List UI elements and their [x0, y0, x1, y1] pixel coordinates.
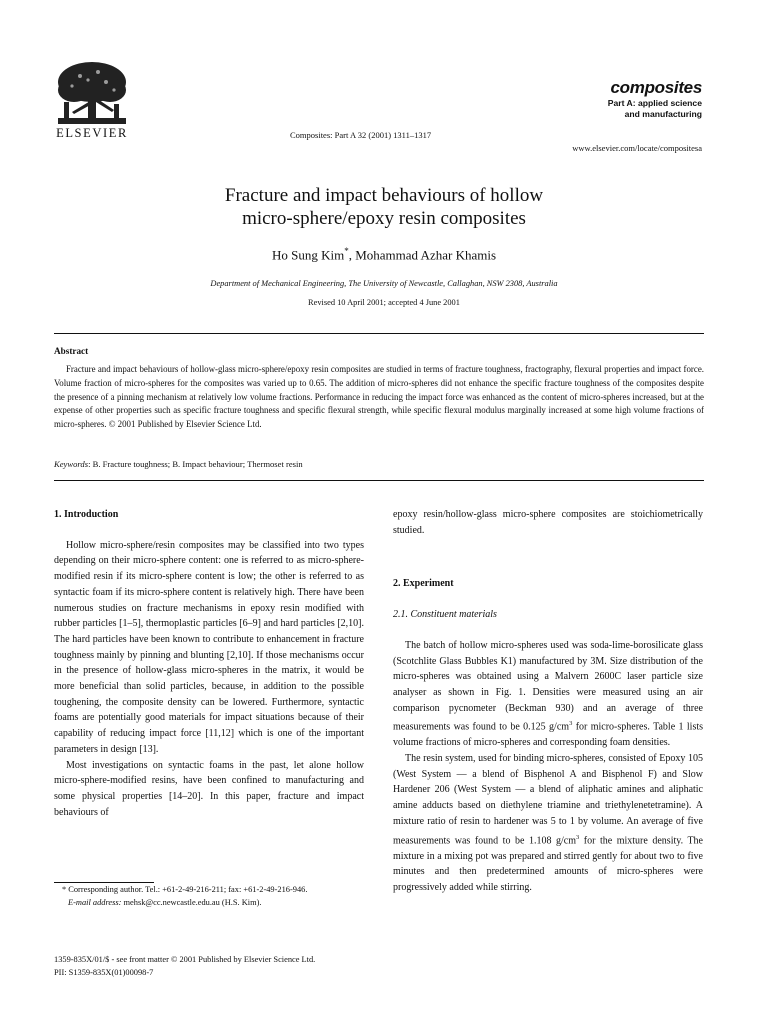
- article-title-line-2: micro-sphere/epoxy resin composites: [242, 208, 526, 229]
- article-authors: [0, 246, 768, 263]
- corresponding-author-mark: *: [344, 246, 349, 256]
- front-matter-copyright: 1359-835X/01/$ - see front matter © 2001 Published by Elsevier Science Ltd.: [54, 955, 316, 964]
- journal-brand-subtitle-2: and manufacturing: [624, 109, 702, 119]
- keywords-label: Keywords: [54, 459, 89, 469]
- abstract-heading: Abstract: [54, 346, 89, 356]
- journal-brand: [608, 78, 702, 120]
- materials-paragraph-1-b: for micro-spheres. Table 1 lists volume fractions of micro-spheres and corresponding foam densities.: [393, 721, 704, 749]
- author-1: Ho Sung Kim: [271, 247, 345, 263]
- intro-paragraph-2: Most investigations on syntactic foams in the past, let alone hollow micro-sphere-modified resins, have been confined to manufacturing and some physical properties [14–20]. In this paper, fracture and impact behaviours of: [54, 759, 364, 818]
- article-title: [0, 184, 768, 230]
- materials-paragraph-2: [393, 751, 703, 896]
- article-title-line-1: Fracture and impact behaviours of hollow: [224, 185, 544, 206]
- top-divider: [54, 333, 704, 334]
- front-matter-info: [54, 954, 315, 979]
- section-1-heading: 1. Introduction: [54, 509, 119, 520]
- publisher-name: ELSEVIER: [56, 126, 128, 140]
- materials-paragraph-2-b: for the mixture density. The mixture in a mixing pot was prepared and stirred gently for about two to five minutes and then predetermined amounts of micro-spheres were progressively added while stirring.: [393, 834, 703, 894]
- journal-reference: Composites: Part A 32 (2001) 1311–1317: [290, 130, 432, 140]
- unit-superscript: 3: [576, 833, 580, 841]
- footnote-divider: [54, 882, 154, 883]
- journal-brand-name: composites: [610, 78, 702, 97]
- left-column: [54, 507, 364, 820]
- footnote-email-label: E-mail address:: [68, 897, 122, 907]
- materials-paragraph-1-a: The batch of hollow micro-spheres used was soda-lime-borosilicate glass (Scotchlite Glass Bubbles K1) manufactured by 3M. Size distribution of the micro-spheres was obtained using a Malvern 2600C laser particle size analyser as shown in Fig. 1. Densities were measured using an air comparison pycnometer (Beckman 930) and an average of three measurements was found to be 0.125 g/cm: [393, 639, 703, 733]
- keywords: [54, 459, 303, 469]
- intro-paragraph-continued: epoxy resin/hollow-glass micro-sphere composites are stoichiometrically studied.: [393, 509, 703, 536]
- abstract-text: Fracture and impact behaviours of hollow-glass micro-sphere/epoxy resin composites are studied in terms of fracture toughness, fractography, flexural properties and impact force. Volume fraction of micro-spheres for the composites was varied up to 0.65. The addition of micro-spheres did not enhance the specific fracture toughness of the composites despite the presence of a pinning mechanism at relatively low volume fractions. Performance in reducing the impact force was enhanced as the content of micro-spheres increased, but at the expense of other properties such as specific fracture toughness and specific flexural strength, while specific flexural modulus marginally increased at some high volume fractions of micro-spheres. © 2001 Published by Elsevier Science Ltd.: [54, 364, 704, 430]
- materials-paragraph-2-a: The resin system, used for binding micro-spheres, consisted of Epoxy 105 (West System — a blend of Bisphenol A and Bisphenol F) and Slow Hardener 206 (West System — a blend of aliphatic amines and aliphatic amine adducts based on diethylene triamine and triethylenetetramine). A mixture ratio of resin to hardener was 5 to 1 by volume. An average of five measurements was found to be 1.108 g/cm: [393, 753, 703, 846]
- section-2-heading: 2. Experiment: [393, 578, 454, 590]
- author-2: , Mohammad Azhar Khamis: [348, 247, 497, 263]
- footnote-email-address[interactable]: mehsk@cc.newcastle.edu.au (H.S. Kim).: [121, 897, 262, 907]
- author-affiliation: Department of Mechanical Engineering, The University of Newcastle, Callaghan, NSW 2308, Australia: [210, 279, 558, 288]
- right-column: [393, 507, 703, 896]
- footnote-email: [54, 897, 364, 910]
- footnote-contact: * Corresponding author. Tel.: +61-2-49-216-211; fax: +61-2-49-216-946.: [62, 885, 308, 894]
- materials-paragraph-1: [393, 638, 703, 751]
- keywords-list: : B. Fracture toughness; B. Impact behaviour; Thermoset resin: [88, 459, 303, 469]
- unit-superscript: 3: [569, 720, 573, 728]
- journal-brand-subtitle-1: Part A: applied science: [607, 98, 702, 108]
- article-dates: Revised 10 April 2001; accepted 4 June 2001: [308, 298, 460, 307]
- intro-paragraph-1: Hollow micro-sphere/resin composites may be classified into two types depending on their micro-sphere content: one is referred to as micro-sphere-modified resin if its micro-sphere content is low; the other is referred to as syntactic foam if its micro-sphere content is relatively high. There have been numerous studies on fracture mechanisms in epoxy resin modified with rubber particles [1–5], thermoplastic particles [6–9] and hard particles [2,10]. The hard particles have been known to contribute to enhancement in fracture toughness mainly by pinning and blunting [2,10]. If those mechanisms occur in the presence of hollow-glass micro-spheres in the matrix, it would be more beneficial than solid particles, because, in addition to the possible toughening, the composite density can be lowered. Furthermore, syntactic foams are potentially good materials for impact situations because of their capability of reducing impact force [11,12] which is one of the important parameters in design [13].: [54, 539, 364, 755]
- journal-website-link[interactable]: www.elsevier.com/locate/compositesa: [572, 143, 702, 153]
- elsevier-tree-logo-icon: [52, 60, 132, 126]
- subsection-2-1-heading: 2.1. Constituent materials: [393, 609, 497, 621]
- abstract-divider: [54, 480, 704, 481]
- corresponding-author-footnote: [54, 884, 364, 909]
- front-matter-pii: PII: S1359-835X(01)00098-7: [54, 967, 154, 977]
